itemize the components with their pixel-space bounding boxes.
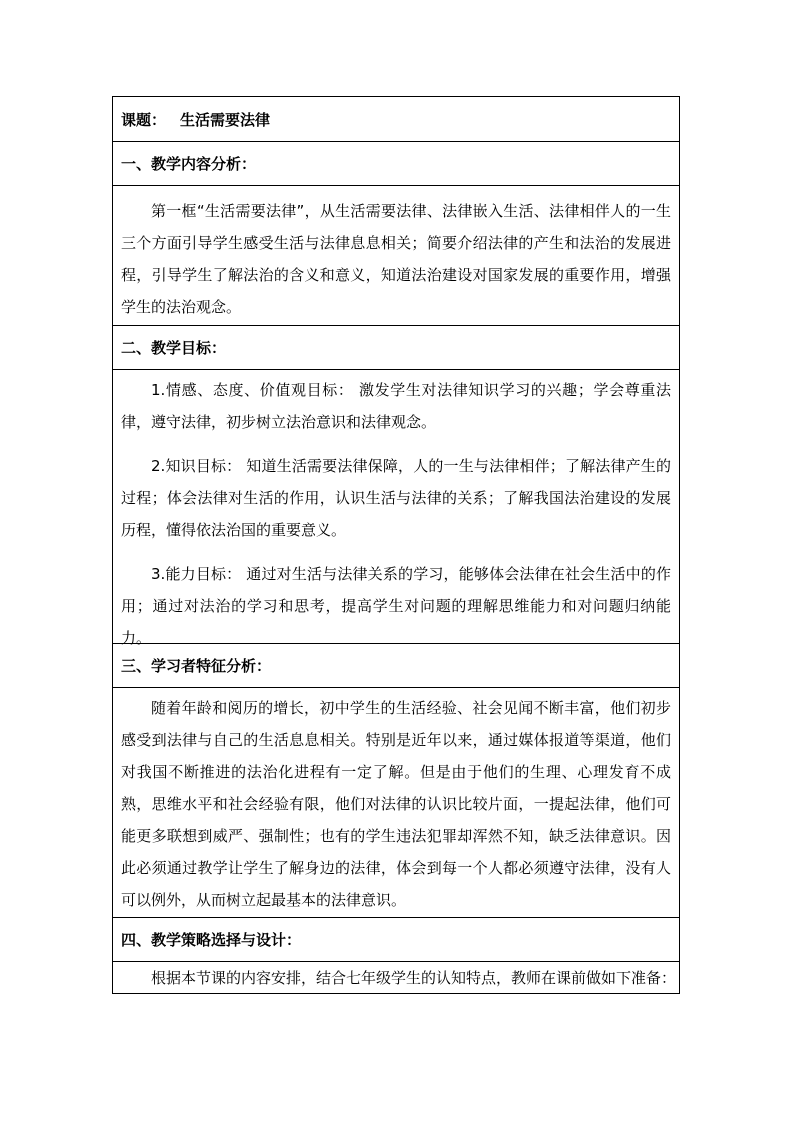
- lesson-plan-table: [112, 96, 680, 994]
- goals-cell: [113, 369, 679, 647]
- strategy-cell: [113, 961, 679, 993]
- content-analysis-cell: [113, 185, 679, 325]
- title-label: 课题：: [121, 110, 167, 129]
- strategy-text: 根据本节课的内容安排，结合七年级学生的认知特点，教师在课前做如下准备：: [151, 969, 677, 987]
- goal-affective: 1.情感、态度、价值观目标： 激发学生对法律知识学习的兴趣；学会尊重法律，遵守法律，初步树立法治意识和法律观念。: [121, 381, 671, 431]
- strategy-heading: 四、教学策略选择与设计：: [113, 917, 679, 961]
- goal-ability: 3.能力目标： 通过对生活与法律关系的学习，能够体会法律在社会生活中的作用；通过对法治的学习和思考，提高学生对问题的理解思维能力和对问题归纳能力。: [121, 565, 671, 647]
- learner-analysis-heading: 三、学习者特征分析：: [113, 643, 679, 687]
- learner-analysis-cell: [113, 687, 679, 917]
- content-analysis-text: 第一框“生活需要法律”，从生活需要法律、法律嵌入生活、法律相伴人的一生三个方面引导学生感受生活与法律息息相关；简要介绍法律的产生和法治的发展进程，引导学生了解法治的含义和意义，知道法治建设对国家发展的重要作用，增强学生的法治观念。: [121, 202, 671, 316]
- content-analysis-heading: 一、教学内容分析：: [113, 141, 679, 185]
- title-row: [113, 97, 679, 141]
- learner-analysis-text: 随着年龄和阅历的增长，初中学生的生活经验、社会见闻不断丰富，他们初步感受到法律与自己的生活息息相关。特别是近年以来，通过媒体报道等渠道，他们对我国不断推进的法治化进程有一定了解。但是由于他们的生理、心理发育不成熟，思维水平和社会经验有限，他们对法律的认识比较片面，一提起法律，他们可能更多联想到威严、强制性；也有的学生违法犯罪却浑然不知，缺乏法律意识。因此必须通过教学让学生了解身边的法律，体会到每一个人都必须遵守法律，没有人可以例外，从而树立起最基本的法律意识。: [121, 699, 671, 909]
- goals-heading: 二、教学目标：: [113, 325, 679, 369]
- lesson-title: 生活需要法律: [180, 110, 271, 129]
- goal-knowledge: 2.知识目标： 知道生活需要法律保障，人的一生与法律相伴；了解法律产生的过程；体会法律对生活的作用，认识生活与法律的关系；了解我国法治建设的发展历程，懂得依法治国的重要意义。: [121, 457, 671, 539]
